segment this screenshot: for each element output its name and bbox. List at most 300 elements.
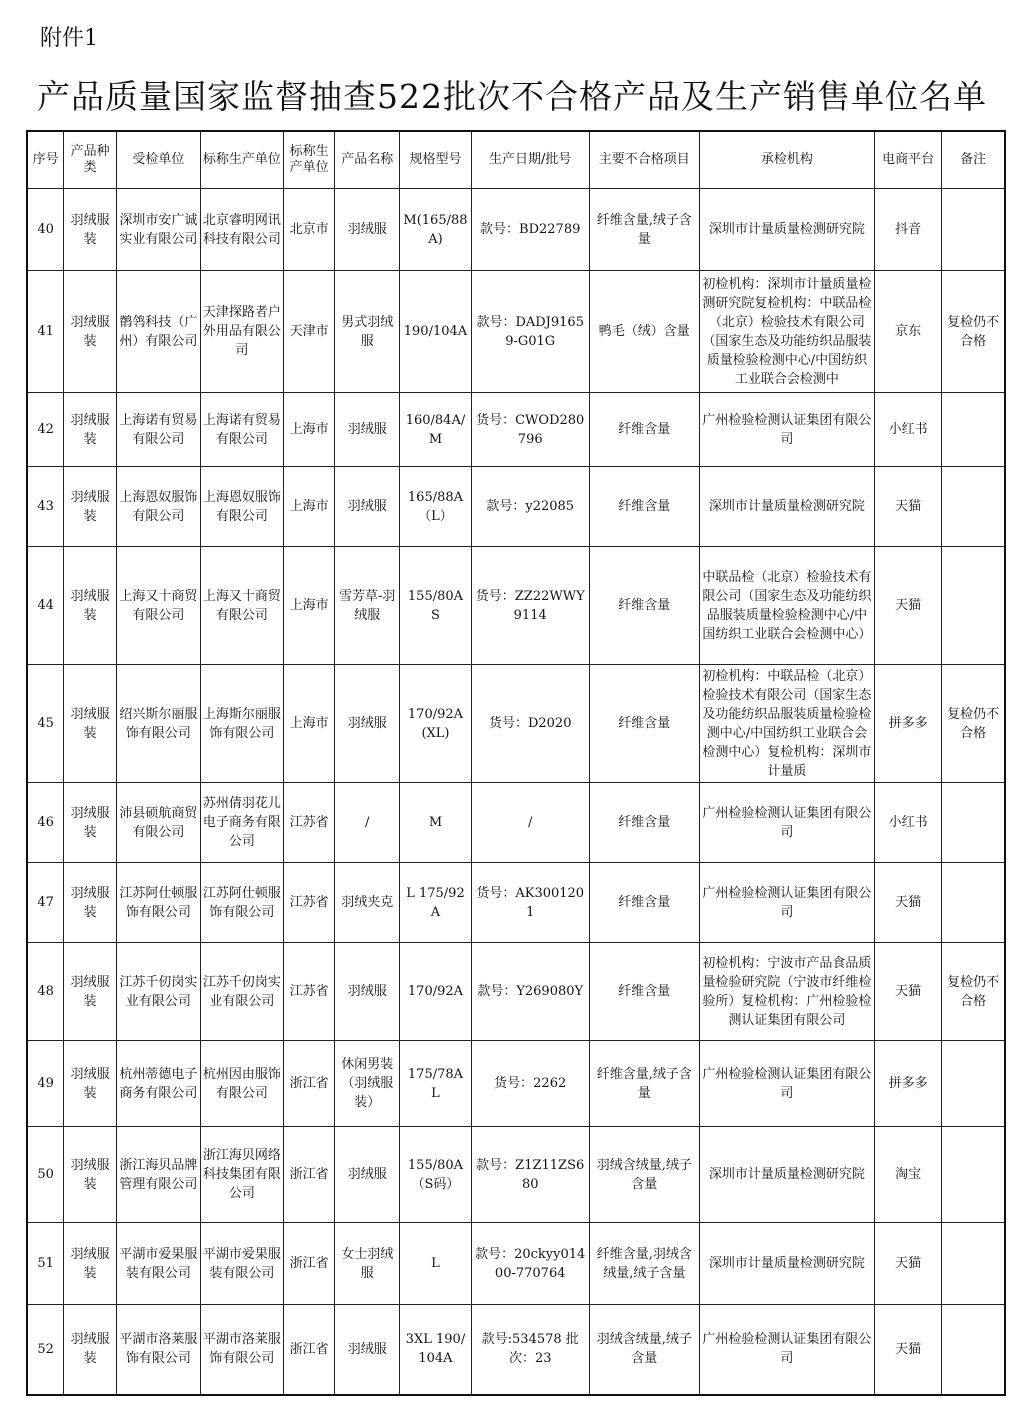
- cell-no: [27, 189, 64, 271]
- cell-platform: [875, 393, 942, 467]
- cell-inspected-unit-text: 平湖市洛莱服饰有限公司: [119, 1332, 198, 1367]
- cell-spec: [400, 1305, 471, 1395]
- cell-category: [64, 665, 117, 783]
- cell-defects: [589, 1041, 699, 1127]
- cell-platform: [875, 1223, 942, 1305]
- table-row: [27, 393, 1005, 467]
- cell-platform: [875, 189, 942, 271]
- cell-location: [284, 1305, 335, 1395]
- cell-no-text: 49: [37, 1076, 54, 1091]
- cell-claimed-producer: [200, 1223, 284, 1305]
- cell-no-text: 42: [37, 422, 54, 437]
- cell-product-name: [335, 189, 400, 271]
- cell-inspected-unit-text: 江苏阿仕顿服饰有限公司: [119, 885, 198, 920]
- cell-spec: [400, 467, 471, 547]
- cell-inspected-unit-text: 上海恩奴服饰有限公司: [119, 489, 198, 524]
- cell-platform-text: 天猫: [895, 1341, 922, 1357]
- cell-location-text: 浙江省: [289, 1076, 329, 1091]
- cell-no: [27, 1127, 64, 1223]
- cell-claimed-producer: [200, 1041, 284, 1127]
- cell-platform-text: 淘宝: [895, 1167, 922, 1182]
- cell-location: [284, 943, 335, 1041]
- cell-location: [284, 1041, 335, 1127]
- cell-location-text: 浙江省: [289, 1341, 329, 1357]
- cell-inspected-unit: [117, 393, 201, 467]
- cell-category: [64, 547, 117, 665]
- cell-remark: [942, 863, 1005, 943]
- cell-category-text: 羽绒服装: [70, 1332, 110, 1367]
- cell-location-text: 江苏省: [289, 895, 329, 910]
- cell-agency: [699, 467, 874, 547]
- cell-defects-text: 纤维含量: [618, 598, 671, 613]
- cell-product-name: [335, 271, 400, 393]
- header-no: 序号: [27, 131, 64, 189]
- cell-category-text: 羽绒服装: [70, 706, 110, 741]
- header-spec: 规格型号: [400, 131, 471, 189]
- cell-category: [64, 1223, 117, 1305]
- cell-location: [284, 783, 335, 863]
- cell-inspected-unit: [117, 1127, 201, 1223]
- cell-claimed-producer-text: 上海恩奴服饰有限公司: [202, 489, 281, 524]
- cell-inspected-unit-text: 深圳市安广诚实业有限公司: [119, 212, 198, 247]
- cell-batch-text: 款号：y22085: [486, 499, 575, 514]
- cell-batch: [471, 189, 589, 271]
- cell-defects: [589, 1305, 699, 1395]
- cell-product-name-text: /: [365, 815, 370, 830]
- cell-category: [64, 1041, 117, 1127]
- table-row: [27, 467, 1005, 547]
- cell-agency: [699, 943, 874, 1041]
- cell-spec-text: M: [428, 815, 443, 830]
- cell-inspected-unit-text: 浙江海贝品牌管理有限公司: [119, 1157, 198, 1192]
- cell-claimed-producer-text: 江苏千仞岗实业有限公司: [202, 974, 281, 1009]
- cell-claimed-producer-text: 平湖市爱果服装有限公司: [202, 1246, 281, 1281]
- cell-agency-text: 深圳市计量质量检测研究院: [708, 1167, 865, 1182]
- cell-inspected-unit-text: 鹡鸰科技（广州）有限公司: [119, 314, 198, 349]
- cell-agency-text: 深圳市计量质量检测研究院: [708, 222, 865, 237]
- cell-location: [284, 189, 335, 271]
- header-defects: 主要不合格项目: [589, 131, 699, 189]
- cell-claimed-producer: [200, 271, 284, 393]
- cell-product-name: [335, 547, 400, 665]
- cell-location-text: 浙江省: [289, 1167, 329, 1182]
- cell-category-text: 羽绒服装: [70, 1066, 110, 1101]
- cell-product-name-text: 羽绒服: [347, 422, 387, 437]
- cell-inspected-unit: [117, 1223, 201, 1305]
- cell-batch-text: /: [528, 815, 533, 830]
- cell-batch-text: 货号：AK3001201: [476, 885, 585, 920]
- cell-agency: [699, 393, 874, 467]
- cell-spec: [400, 863, 471, 943]
- table-row: [27, 863, 1005, 943]
- cell-no: [27, 863, 64, 943]
- cell-product-name-text: 羽绒夹克: [341, 895, 394, 910]
- cell-location-text: 上海市: [289, 422, 329, 437]
- cell-claimed-producer-text: 北京睿明网讯科技有限公司: [202, 212, 281, 247]
- cell-defects-text: 纤维含量: [618, 422, 671, 437]
- cell-batch: [471, 271, 589, 393]
- cell-defects: [589, 271, 699, 393]
- cell-claimed-producer: [200, 189, 284, 271]
- cell-agency-text: 深圳市计量质量检测研究院: [708, 1256, 865, 1271]
- cell-agency-text: 广州检验检测认证集团有限公司: [702, 1332, 872, 1367]
- cell-claimed-producer: [200, 393, 284, 467]
- cell-claimed-producer-text: 江苏阿仕顿服饰有限公司: [202, 885, 281, 920]
- cell-no: [27, 943, 64, 1041]
- cell-inspected-unit: [117, 547, 201, 665]
- cell-agency-text: 广州检验检测认证集团有限公司: [702, 885, 872, 920]
- cell-no: [27, 393, 64, 467]
- cell-agency: [699, 1305, 874, 1395]
- cell-inspected-unit-text: 上海诺有贸易有限公司: [119, 412, 198, 447]
- cell-defects-text: 纤维含量: [618, 984, 671, 999]
- cell-defects: [589, 189, 699, 271]
- cell-defects: [589, 393, 699, 467]
- cell-spec-text: 190/104A: [403, 324, 468, 339]
- header-producer-location: 标称生产单位: [284, 131, 335, 189]
- cell-inspected-unit-text: 杭州蒂德电子商务有限公司: [119, 1066, 198, 1101]
- attachment-label: 附件1: [40, 26, 98, 51]
- cell-batch-text: 货号：ZZ22WWY9114: [475, 588, 585, 623]
- cell-remark: [942, 189, 1005, 271]
- cell-batch: [471, 547, 589, 665]
- cell-product-name-text: 羽绒服: [347, 222, 387, 237]
- cell-agency: [699, 1041, 874, 1127]
- cell-category: [64, 271, 117, 393]
- cell-remark-text: 复检仍不合格: [947, 974, 1000, 1009]
- cell-spec: [400, 665, 471, 783]
- cell-defects: [589, 943, 699, 1041]
- cell-spec-text: 155/80A S: [407, 588, 464, 623]
- cell-spec-text: 175/78A L: [407, 1066, 464, 1101]
- cell-product-name: [335, 1041, 400, 1127]
- cell-inspected-unit: [117, 1041, 201, 1127]
- table-row: [27, 547, 1005, 665]
- cell-spec-text: 160/84A/M: [405, 412, 466, 447]
- cell-platform-text: 小红书: [888, 815, 928, 830]
- cell-spec-text: M(165/88A): [403, 212, 468, 247]
- table-row: [27, 1127, 1005, 1223]
- cell-agency: [699, 271, 874, 393]
- cell-platform: [875, 943, 942, 1041]
- cell-platform: [875, 271, 942, 393]
- header-category: 产品种类: [64, 131, 117, 189]
- cell-platform-text: 天猫: [895, 499, 922, 514]
- cell-platform-text: 拼多多: [888, 716, 928, 731]
- table-row: [27, 665, 1005, 783]
- cell-platform: [875, 1127, 942, 1223]
- cell-agency: [699, 1223, 874, 1305]
- cell-no-text: 52: [37, 1341, 54, 1357]
- cell-claimed-producer-text: 上海又十商贸有限公司: [202, 588, 281, 623]
- cell-product-name: [335, 393, 400, 467]
- cell-claimed-producer-text: 杭州因由服饰有限公司: [202, 1066, 281, 1101]
- cell-no: [27, 1305, 64, 1395]
- cell-platform: [875, 467, 942, 547]
- cell-batch: [471, 665, 589, 783]
- cell-claimed-producer: [200, 1127, 284, 1223]
- table-row: [27, 943, 1005, 1041]
- cell-no: [27, 467, 64, 547]
- cell-location-text: 北京市: [289, 222, 329, 237]
- cell-no: [27, 547, 64, 665]
- header-remark: 备注: [942, 131, 1005, 189]
- cell-category-text: 羽绒服装: [70, 588, 110, 623]
- cell-category: [64, 1305, 117, 1395]
- cell-defects-text: 羽绒含绒量,绒子含量: [596, 1157, 692, 1192]
- cell-spec-text: 165/88A（L）: [407, 489, 464, 524]
- table-header-row: [27, 131, 1005, 189]
- cell-claimed-producer: [200, 467, 284, 547]
- table-row: [27, 783, 1005, 863]
- cell-no: [27, 271, 64, 393]
- cell-product-name-text: 羽绒服: [347, 1167, 387, 1182]
- cell-no-text: 46: [37, 815, 54, 830]
- cell-remark-text: 复检仍不合格: [947, 314, 1000, 349]
- cell-agency-text: 广州检验检测认证集团有限公司: [702, 412, 872, 447]
- cell-product-name-text: 羽绒服: [347, 984, 387, 999]
- table-row: [27, 271, 1005, 393]
- cell-agency: [699, 863, 874, 943]
- cell-inspected-unit: [117, 467, 201, 547]
- cell-spec-text: 3XL 190/104A: [405, 1332, 466, 1367]
- cell-platform: [875, 863, 942, 943]
- cell-agency: [699, 547, 874, 665]
- page-title: 产品质量国家监督抽查522批次不合格产品及生产销售单位名单: [37, 77, 987, 116]
- cell-location-text: 江苏省: [289, 815, 329, 830]
- cell-location: [284, 863, 335, 943]
- cell-claimed-producer: [200, 665, 284, 783]
- cell-product-name: [335, 783, 400, 863]
- cell-batch: [471, 393, 589, 467]
- cell-agency: [699, 189, 874, 271]
- cell-defects: [589, 783, 699, 863]
- cell-batch-text: 款号：Y269080Y: [477, 984, 584, 999]
- cell-agency: [699, 783, 874, 863]
- cell-remark: [942, 1127, 1005, 1223]
- cell-batch: [471, 467, 589, 547]
- cell-location: [284, 547, 335, 665]
- cell-product-name-text: 男式羽绒服: [341, 314, 394, 349]
- cell-claimed-producer: [200, 783, 284, 863]
- table-row: [27, 1305, 1005, 1395]
- cell-remark-text: 复检仍不合格: [947, 706, 1000, 741]
- cell-batch: [471, 1127, 589, 1223]
- cell-claimed-producer-text: 天津探路者户外用品有限公司: [202, 305, 281, 358]
- cell-remark: [942, 943, 1005, 1041]
- cell-product-name-text: 女士羽绒服: [341, 1246, 394, 1281]
- cell-platform-text: 天猫: [895, 598, 922, 613]
- cell-product-name: [335, 1305, 400, 1395]
- cell-product-name-text: 雪芳草-羽绒服: [339, 588, 396, 623]
- table-row: [27, 1223, 1005, 1305]
- cell-no: [27, 665, 64, 783]
- cell-claimed-producer: [200, 1305, 284, 1395]
- cell-product-name: [335, 467, 400, 547]
- cell-defects: [589, 1127, 699, 1223]
- cell-category-text: 羽绒服装: [70, 974, 110, 1009]
- cell-batch: [471, 783, 589, 863]
- cell-category: [64, 467, 117, 547]
- cell-category-text: 羽绒服装: [70, 1157, 110, 1192]
- cell-category-text: 羽绒服装: [70, 805, 110, 840]
- cell-defects: [589, 1223, 699, 1305]
- cell-no: [27, 783, 64, 863]
- cell-location-text: 上海市: [289, 716, 329, 731]
- cell-category: [64, 189, 117, 271]
- header-platform: 电商平台: [875, 131, 942, 189]
- cell-spec: [400, 189, 471, 271]
- header-agency: 承检机构: [699, 131, 874, 189]
- cell-spec: [400, 783, 471, 863]
- cell-category-text: 羽绒服装: [70, 1246, 110, 1281]
- cell-location: [284, 1127, 335, 1223]
- cell-location-text: 上海市: [289, 598, 329, 613]
- cell-defects-text: 纤维含量,绒子含量: [596, 212, 692, 247]
- cell-spec-text: L 175/92A: [406, 885, 465, 920]
- cell-no-text: 40: [37, 222, 54, 237]
- cell-batch-text: 款号：DADJ91659-G01G: [476, 314, 584, 349]
- cell-defects-text: 纤维含量: [618, 499, 671, 514]
- cell-inspected-unit-text: 江苏千仞岗实业有限公司: [119, 974, 198, 1009]
- cell-agency-text: 广州检验检测认证集团有限公司: [702, 805, 872, 840]
- cell-platform-text: 天猫: [895, 1256, 922, 1271]
- cell-platform-text: 京东: [895, 324, 922, 339]
- cell-category: [64, 1127, 117, 1223]
- cell-inspected-unit-text: 绍兴斯尔丽服饰有限公司: [119, 706, 198, 741]
- cell-platform: [875, 783, 942, 863]
- cell-category: [64, 863, 117, 943]
- cell-product-name-text: 休闲男装（羽绒服装）: [341, 1057, 394, 1110]
- cell-no: [27, 1223, 64, 1305]
- cell-platform: [875, 1305, 942, 1395]
- cell-category-text: 羽绒服装: [70, 212, 110, 247]
- cell-inspected-unit: [117, 1305, 201, 1395]
- cell-no-text: 47: [37, 895, 54, 910]
- cell-category-text: 羽绒服装: [70, 314, 110, 349]
- cell-defects-text: 纤维含量: [618, 716, 671, 731]
- cell-batch-text: 货号：2262: [494, 1076, 567, 1091]
- cell-agency-text: 初检机构：深圳市计量质量检测研究院复检机构：中联品检（北京）检验技术有限公司（国家生态及功能纺织品服装质量检验检测中心/中国纺织工业联合会检测中: [702, 276, 872, 387]
- header-batch: 生产日期/批号: [471, 131, 589, 189]
- cell-inspected-unit-text: 平湖市爱果服装有限公司: [119, 1246, 198, 1281]
- cell-inspected-unit: [117, 783, 201, 863]
- cell-location: [284, 393, 335, 467]
- cell-inspected-unit: [117, 943, 201, 1041]
- cell-agency-text: 初检机构：中联品检（北京）检验技术有限公司（国家生态及功能纺织品服装质量检验检测中心/中国纺织工业联合会检测中心）复检机构：深圳市计量质: [702, 668, 872, 779]
- cell-defects-text: 纤维含量: [618, 895, 671, 910]
- cell-spec-text: 170/92A(XL): [407, 706, 464, 741]
- cell-location: [284, 1223, 335, 1305]
- cell-remark: [942, 1041, 1005, 1127]
- cell-spec: [400, 271, 471, 393]
- cell-spec-text: 170/92A: [407, 984, 464, 999]
- cell-product-name-text: 羽绒服: [347, 1341, 387, 1357]
- cell-category-text: 羽绒服装: [70, 489, 110, 524]
- cell-inspected-unit: [117, 863, 201, 943]
- cell-category-text: 羽绒服装: [70, 412, 110, 447]
- cell-spec: [400, 547, 471, 665]
- cell-inspected-unit: [117, 271, 201, 393]
- cell-product-name: [335, 665, 400, 783]
- cell-claimed-producer-text: 上海斯尔丽服饰有限公司: [202, 706, 281, 741]
- cell-agency: [699, 665, 874, 783]
- cell-claimed-producer-text: 浙江海贝网络科技集团有限公司: [202, 1148, 281, 1201]
- cell-batch: [471, 1041, 589, 1127]
- cell-platform-text: 抖音: [895, 222, 922, 237]
- cell-product-name-text: 羽绒服: [347, 499, 387, 514]
- cell-defects-text: 纤维含量,绒子含量: [596, 1066, 692, 1101]
- cell-platform-text: 天猫: [895, 984, 922, 999]
- cell-no-text: 51: [37, 1256, 54, 1271]
- cell-remark: [942, 783, 1005, 863]
- cell-remark: [942, 1223, 1005, 1305]
- cell-no-text: 44: [37, 598, 54, 613]
- cell-claimed-producer-text: 苏州倩羽花儿电子商务有限公司: [202, 796, 281, 849]
- cell-remark: [942, 665, 1005, 783]
- cell-spec: [400, 1041, 471, 1127]
- cell-inspected-unit: [117, 189, 201, 271]
- cell-batch-text: 款号:534578 批次：23: [481, 1332, 579, 1367]
- cell-no-text: 43: [37, 499, 54, 514]
- cell-no-text: 48: [37, 984, 54, 999]
- cell-claimed-producer: [200, 943, 284, 1041]
- cell-batch: [471, 1305, 589, 1395]
- table-row: [27, 189, 1005, 271]
- cell-platform-text: 小红书: [888, 422, 928, 437]
- cell-remark: [942, 547, 1005, 665]
- cell-defects: [589, 547, 699, 665]
- cell-location-text: 天津市: [289, 324, 329, 339]
- cell-product-name: [335, 1127, 400, 1223]
- cell-spec-text: 155/80A（S码）: [407, 1157, 464, 1192]
- cell-location: [284, 665, 335, 783]
- cell-platform-text: 拼多多: [888, 1076, 928, 1091]
- cell-spec: [400, 1127, 471, 1223]
- cell-agency-text: 初检机构：宁波市产品食品质量检验研究院（宁波市纤维检验所）复检机构：广州检验检测认证集团有限公司: [702, 955, 872, 1028]
- cell-defects: [589, 665, 699, 783]
- cell-product-name: [335, 943, 400, 1041]
- cell-batch-text: 款号：Z1Z11ZS680: [476, 1157, 585, 1192]
- defective-products-table: [26, 130, 1006, 1396]
- cell-agency-text: 深圳市计量质量检测研究院: [708, 499, 865, 514]
- header-claimed-producer: 标称生产单位: [200, 131, 284, 189]
- cell-batch: [471, 1223, 589, 1305]
- cell-spec: [400, 393, 471, 467]
- cell-no: [27, 1041, 64, 1127]
- cell-spec-text: L: [431, 1256, 440, 1271]
- cell-remark: [942, 271, 1005, 393]
- cell-batch: [471, 863, 589, 943]
- cell-inspected-unit-text: 上海又十商贸有限公司: [119, 588, 198, 623]
- cell-agency: [699, 1127, 874, 1223]
- cell-no-text: 45: [37, 716, 54, 731]
- cell-location: [284, 467, 335, 547]
- cell-location-text: 上海市: [289, 499, 329, 514]
- cell-claimed-producer: [200, 547, 284, 665]
- cell-no-text: 50: [37, 1167, 54, 1182]
- cell-batch-text: 款号：BD22789: [480, 222, 581, 237]
- header-inspected-unit: 受检单位: [117, 131, 201, 189]
- cell-platform: [875, 1041, 942, 1127]
- cell-location: [284, 271, 335, 393]
- cell-defects: [589, 467, 699, 547]
- cell-platform-text: 天猫: [895, 895, 922, 910]
- cell-defects-text: 鸭毛（绒）含量: [598, 324, 690, 339]
- cell-batch-text: 货号：CWOD280796: [476, 412, 585, 447]
- cell-defects-text: 羽绒含绒量,绒子含量: [596, 1332, 692, 1367]
- cell-remark: [942, 1305, 1005, 1395]
